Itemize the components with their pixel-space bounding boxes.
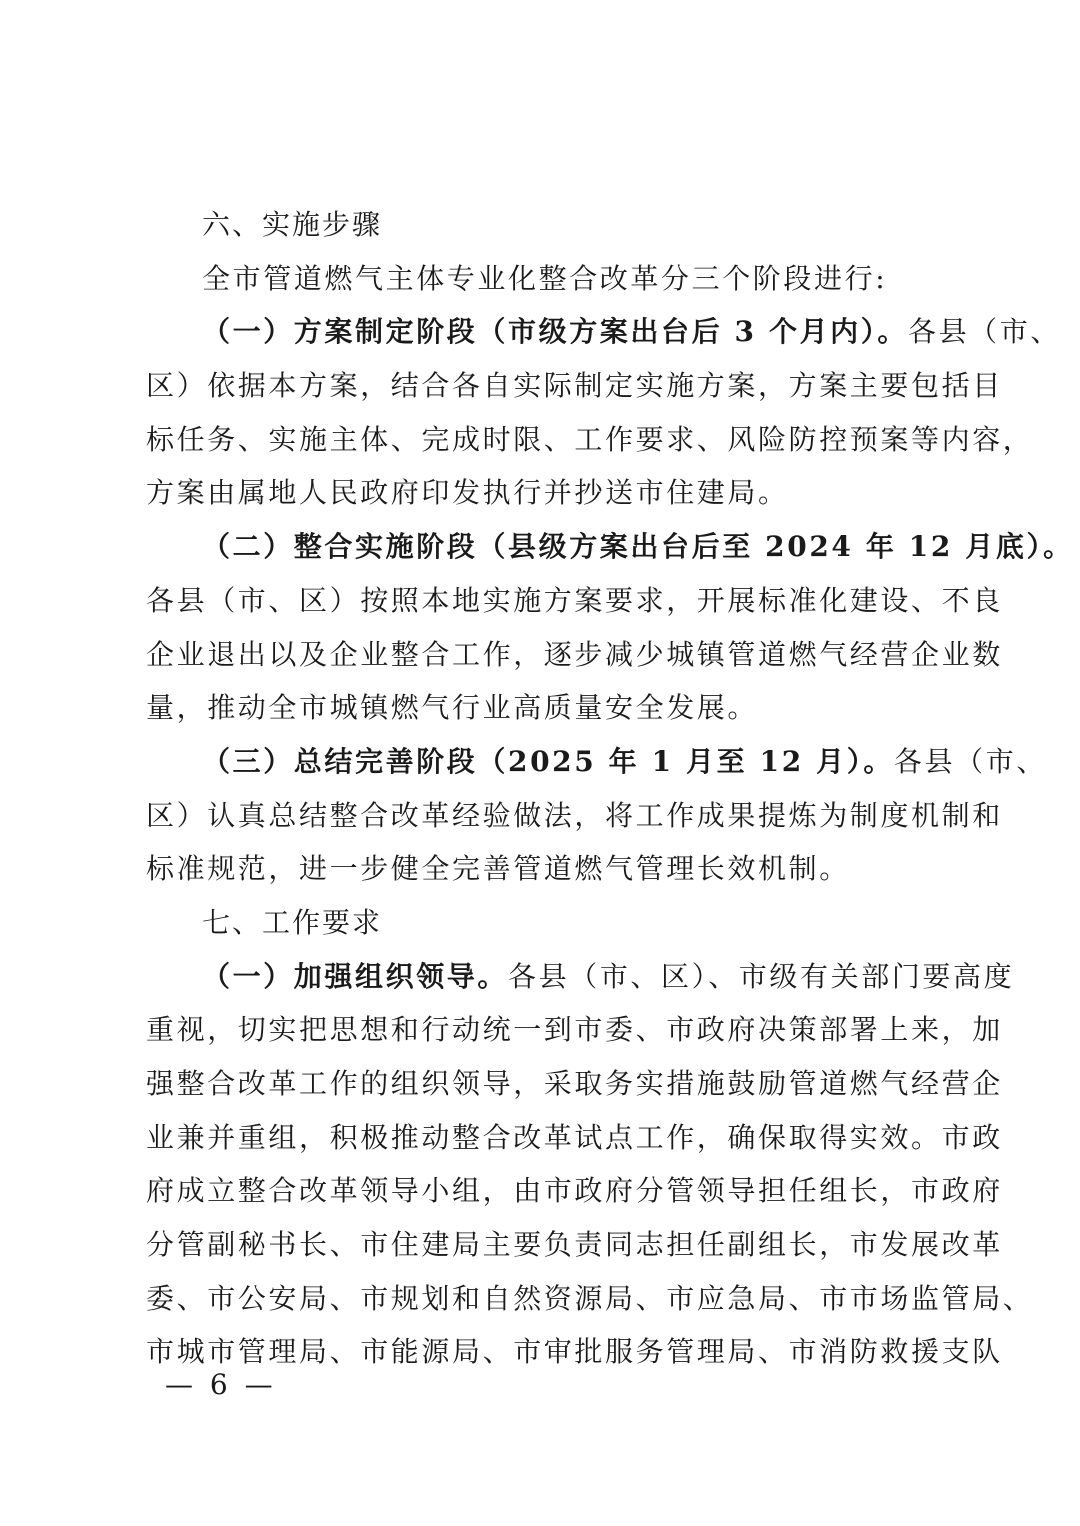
paragraph-requirement-1-line-7: 委、市公安局、市规划和自然资源局、市应急局、市市场监管局、: [146, 1281, 1034, 1315]
paragraph-stage-2-line-2: 各县（市、区）按照本地实施方案要求，开展标准化建设、不良: [146, 583, 1003, 617]
paragraph-stage-1-line-4: 方案由属地人民政府印发执行并抄送市住建局。: [146, 476, 789, 510]
paragraph-intro: 全市管道燃气主体专业化整合改革分三个阶段进行:: [202, 261, 888, 295]
paragraph-stage-1-line-1: [146, 305, 1061, 359]
document-body: [146, 198, 1074, 1379]
paragraph-requirement-1-line-6: 分管副秘书长、市住建局主要负责同志担任副组长，市发展改革: [146, 1228, 1003, 1262]
paragraph-requirement-1-line-8: 市城市管理局、市能源局、市审批服务管理局、市消防救援支队: [146, 1335, 1003, 1369]
requirement-1-text: 各县（市、区）、市级有关部门要高度: [508, 959, 1015, 993]
paragraph-stage-2-line-3: 企业退出以及企业整合工作，逐步减少城镇管道燃气经营企业数: [146, 637, 1003, 671]
paragraph-requirement-1-line-1: [146, 950, 1015, 1004]
paragraph-stage-3-line-1: [146, 735, 1047, 789]
paragraph-requirement-1-line-3: 强整合改革工作的组织领导，采取务实措施鼓励管道燃气经营企: [146, 1067, 1003, 1100]
paragraph-stage-1-line-3: 标任务、实施主体、完成时限、工作要求、风险防控预案等内容，: [146, 422, 1034, 456]
stage-2-title: （二）整合实施阶段（县级方案出台后至 2024 年 12 月底）。: [202, 530, 1074, 564]
paragraph-stage-1-line-2: 区）依据本方案，结合各自实际制定实施方案，方案主要包括目: [146, 369, 1003, 403]
paragraph-stage-2-line-4: 量，推动全市城镇燃气行业高质量安全发展。: [146, 691, 759, 725]
paragraph-requirement-1-line-2: 重视，切实把思想和行动统一到市委、市政府决策部署上来，加: [146, 1013, 1003, 1047]
paragraph-stage-2-line-1: [146, 520, 1074, 574]
stage-1-text: 各县（市、: [907, 315, 1061, 349]
stage-3-text: 各县（市、: [893, 744, 1047, 778]
page-number: — 6 —: [165, 1368, 277, 1401]
paragraph-stage-3-line-2: 区）认真总结整合改革经验做法，将工作成果提炼为制度机制和: [146, 798, 1003, 832]
paragraph-stage-3-line-3: 标准规范，进一步健全完善管道燃气管理长效机制。: [146, 852, 850, 886]
requirement-1-title: （一）加强组织领导。: [202, 959, 509, 993]
section-heading-6: 六、实施步骤: [202, 208, 383, 241]
paragraph-requirement-1-line-4: 业兼并重组，积极推动整合改革试点工作，确保取得实效。市政: [146, 1120, 1003, 1154]
section-heading-7: 七、工作要求: [202, 905, 383, 939]
paragraph-requirement-1-line-5: 府成立整合改革领导小组，由市政府分管领导担任组长，市政府: [146, 1174, 1003, 1208]
stage-1-title: （一）方案制定阶段（市级方案出台后 3 个月内）。: [202, 315, 908, 349]
stage-3-title: （三）总结完善阶段（2025 年 1 月至 12 月）。: [202, 744, 894, 778]
